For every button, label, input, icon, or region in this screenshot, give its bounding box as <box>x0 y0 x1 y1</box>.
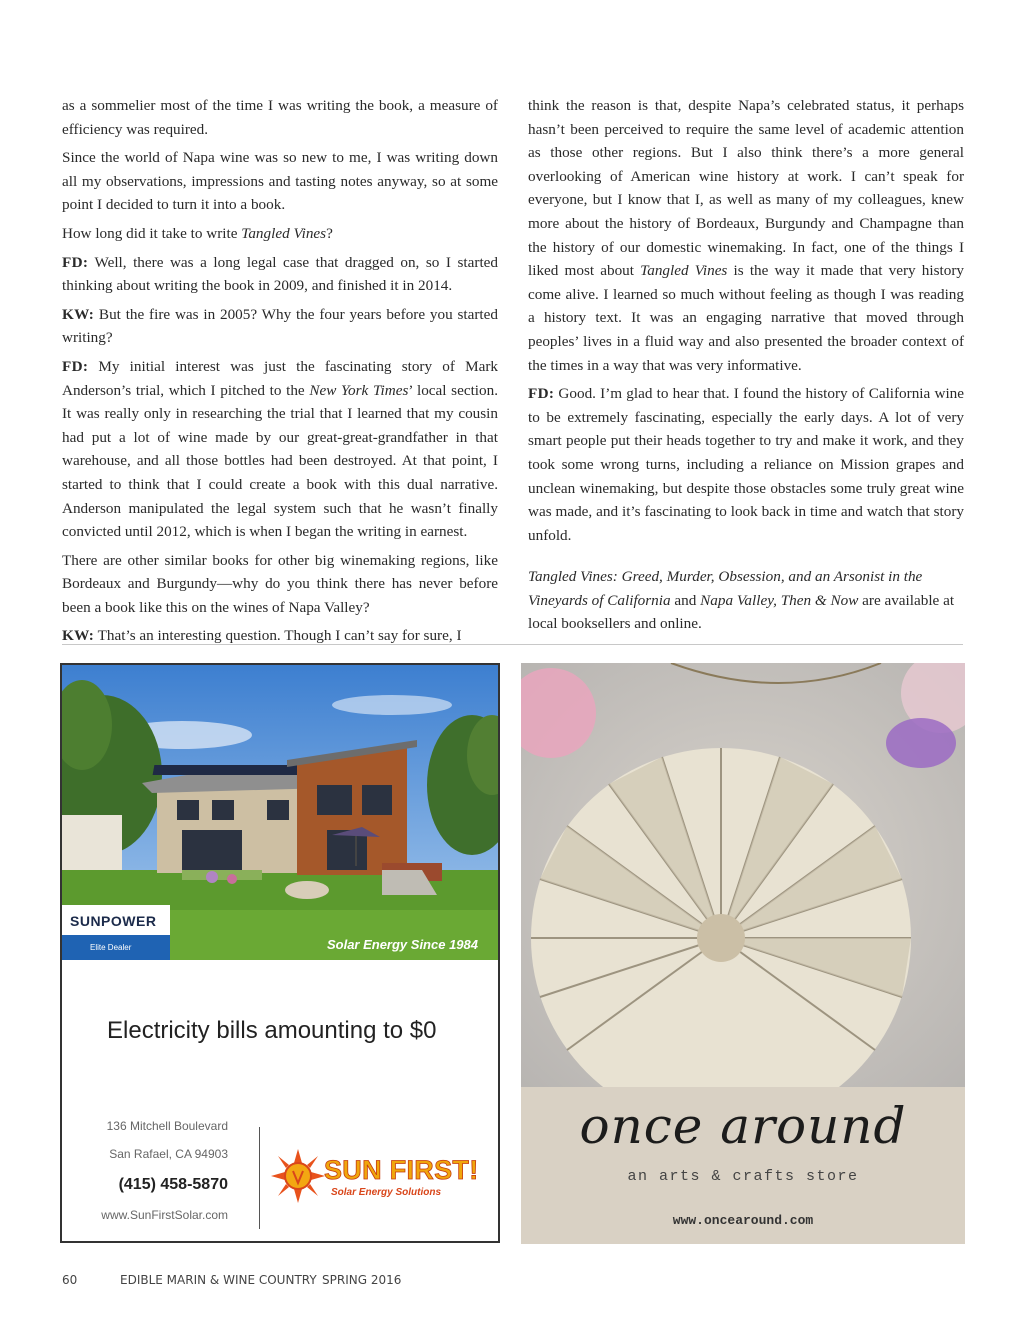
article-paragraph: Since the world of Napa wine was so new to me, I was writing down all my observations, impressions and tasting notes anyway, so at some point I decided to turn it into a book. <box>62 149 498 214</box>
once-around-logo: once around <box>579 1097 907 1155</box>
article-paragraph <box>528 382 964 547</box>
article-paragraph <box>62 355 498 544</box>
address-line-1: 136 Mitchell Boulevard <box>106 1119 228 1133</box>
solar-phone[interactable]: (415) 458-5870 <box>118 1176 228 1193</box>
solar-since-caption: Solar Energy Since 1984 <box>326 937 478 952</box>
paragraph-text: ? <box>326 224 333 242</box>
paragraph-text: and <box>670 591 701 609</box>
sunfirst-brand: SUN FIRST! <box>324 1155 479 1185</box>
speaker-label: KW: <box>62 627 95 645</box>
paragraph-text: My initial interest was just the fascinating story of Mark Anderson’s trial, which I pitched to the <box>62 357 498 399</box>
paragraph-text: are available at local booksellers and online. <box>528 591 955 633</box>
solar-ad-divider <box>259 1127 260 1229</box>
publication-title: New York Times <box>309 381 409 399</box>
address-line-2: San Rafael, CA 94903 <box>109 1147 228 1161</box>
speaker-label: KW: <box>62 305 95 323</box>
article-paragraph <box>528 565 964 636</box>
paragraph-text: ’ local section. It was really only in researching the trial that I learned that my cousin had put a lot of wine made by our great-great-grandfather in that warehouse, and all those bottles had been destroyed. At that point, I started to think that I could create a book with this dual narrative. Anderson manipulated the legal system such that he wasn’t finally convicted until 2012, which is when I began the writing in earnest. <box>62 381 498 541</box>
paragraph-text: is the way it made that very history come alive. I learned so much without feeling as though I was reading a history text. It was an engaging narrative that moved through peoples’ lives in a fluid way and also presented the broader context of the times in a way that was very informative. <box>528 262 964 374</box>
article-paragraph <box>62 222 498 246</box>
issue-label: SPRING 2016 <box>322 1273 402 1287</box>
once-around-ad[interactable] <box>521 663 965 1244</box>
article-column-right <box>528 94 964 641</box>
sunfirst-solar-ad[interactable] <box>60 663 500 1243</box>
sunfirst-tagline: Solar Energy Solutions <box>331 1187 442 1198</box>
paragraph-text: That’s an interesting question. Though I can’t say for sure, I <box>94 627 462 645</box>
elite-dealer-label: Elite Dealer <box>62 935 170 960</box>
paper-fan-photo <box>521 663 965 1087</box>
book-title: Tangled Vines: Greed, Murder, Obsession, and an Arsonist in the Vineyards of California <box>528 568 923 609</box>
article-column-left <box>62 94 498 653</box>
article-paragraph <box>62 303 498 350</box>
sunfirst-logo <box>269 1147 484 1207</box>
article-paragraph: as a sommelier most of the time I was writing the book, a measure of efficiency was required. <box>62 97 498 138</box>
speaker-label: FD: <box>528 385 555 403</box>
sunpower-logo: SUNPOWER <box>70 913 157 929</box>
once-around-website-link[interactable]: www.oncearound.com <box>672 1213 814 1228</box>
book-title: Tangled Vines <box>640 262 728 280</box>
solar-address <box>107 1119 228 1175</box>
article-paragraph: There are other similar books for other big winemaking regions, like Bordeaux and Burgundy—why do you think there has never before been a book like this on the wines of Napa Valley? <box>62 551 498 616</box>
section-divider <box>62 644 963 645</box>
article-paragraph <box>528 94 964 377</box>
solar-website-link[interactable]: www.SunFirstSolar.com <box>101 1208 228 1222</box>
paragraph-text: think the reason is that, despite Napa’s celebrated status, it perhaps hasn’t been perceived to require the same level of academic attention as those other regions. But I also think there’s a more general overlooking of American wine history at work. I can’t speak for everyone, but I know that I, as well as many of my colleagues, knew more about the history of Bordeaux, Burgundy and Champagne than the history of our domestic winemaking. In fact, one of the things I liked most about <box>528 97 964 280</box>
publication-name: EDIBLE MARIN & WINE COUNTRY <box>120 1273 317 1287</box>
solar-headline: Electricity bills amounting to $0 <box>107 1017 437 1044</box>
sun-icon <box>269 1147 327 1205</box>
book-title: Napa Valley, Then & Now <box>700 591 859 609</box>
once-around-subtitle: an arts & crafts store <box>627 1168 859 1185</box>
paragraph-text: How long did it take to write <box>62 224 242 242</box>
speaker-label: FD: <box>62 253 89 271</box>
paragraph-text: Well, there was a long legal case that dragged on, so I started thinking about writing the book in 2009, and finished it in 2014. <box>62 253 498 295</box>
paragraph-text: But the fire was in 2005? Why the four years before you started writing? <box>62 305 498 347</box>
book-title: Tangled Vines <box>241 224 327 242</box>
sunpower-badge <box>62 905 170 960</box>
page-number: 60 <box>62 1273 78 1287</box>
speaker-label: FD: <box>62 357 89 375</box>
paragraph-text: Good. I’m glad to hear that. I found the history of California wine to be extremely fascinating, especially the early days. A lot of very smart people put their heads together to try and make it work, and they took some wrong turns, including a reliance on Mission grapes and unclean winemaking, but despite those obstacles some truly great wine was made, and it’s fascinating to look back in time and watch that story unfold. <box>528 385 964 544</box>
article-paragraph <box>62 251 498 298</box>
